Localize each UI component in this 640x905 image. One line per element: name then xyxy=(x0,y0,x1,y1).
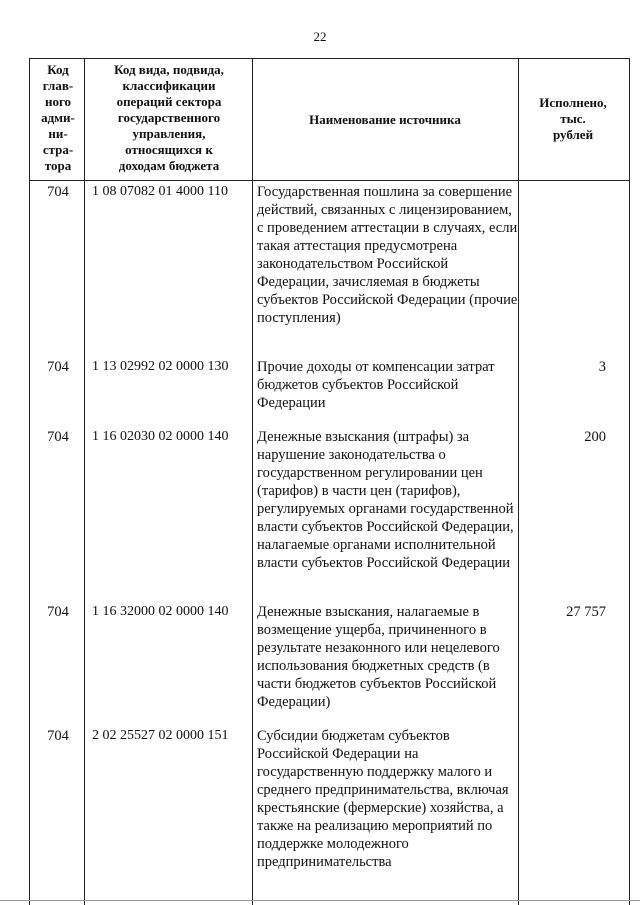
admin-code-cell: 704 xyxy=(47,604,69,620)
admin-code-cell: 704 xyxy=(47,429,69,445)
admin-code-cell: 704 xyxy=(47,359,69,375)
source-name-cell: Денежные взыскания, налагаемые в возмещение ущерба, причиненного в результате незаконного или нецелевого использования бюджетных средств (в части бюджетов субъектов Российской Федерации) xyxy=(257,604,500,710)
page-bottom-edge xyxy=(0,900,640,901)
executed-amount-cell: 200 xyxy=(584,429,606,445)
revenue-code-cell: 1 16 02030 02 0000 140 xyxy=(92,429,229,444)
source-name-cell: Государственная пошлина за совершение действий, связанных с лицензированием, с проведением аттестации в случаях, если такая аттестация предусмотрена законодательством Российской Федерации, зачисляемая в бюджеты субъектов Российской Федерации (прочие поступления) xyxy=(257,184,518,326)
header-admin-code: Код глав- ного адми- ни- стра- тора xyxy=(41,62,75,173)
executed-amount-cell: 27 757 xyxy=(566,604,606,620)
table-right-border xyxy=(629,58,630,905)
admin-code-cell: 704 xyxy=(47,184,69,200)
revenue-code-cell: 1 16 32000 02 0000 140 xyxy=(92,604,229,619)
source-name-cell: Субсидии бюджетам субъектов Российской Федерации на государственную поддержку малого и среднего предпринимательства, включая крестьянские (фермерские) хозяйства, а также на реализацию мероприятий по поддержке молодежного предпринимательства xyxy=(257,728,509,870)
table-left-border xyxy=(29,58,30,905)
admin-code-cell: 704 xyxy=(47,728,69,744)
source-name-cell: Прочие доходы от компенсации затрат бюджетов субъектов Российской Федерации xyxy=(257,359,495,411)
table-top-border xyxy=(29,58,630,59)
column-divider-1 xyxy=(84,58,85,905)
page-number: 22 xyxy=(313,29,327,44)
revenue-code-cell: 1 08 07082 01 4000 110 xyxy=(92,184,228,199)
header-revenue-classification-code: Код вида, подвида, классификации операций сектора государственного управления, относящихся к доходам бюджета xyxy=(114,62,224,173)
table-header-bottom-border xyxy=(29,180,630,181)
header-source-name: Наименование источника xyxy=(309,112,461,127)
executed-amount-cell: 3 xyxy=(598,359,606,375)
header-executed-amount: Исполнено, тыс. рублей xyxy=(539,95,607,142)
source-name-cell: Денежные взыскания (штрафы) за нарушение законодательства о государственном регулировании цен (тарифов) в части цен (тарифов), регулируемых органами государственной власти субъектов Российской Федерации, налагаемые органами исполнительной власти субъектов Российской Федерации xyxy=(257,429,514,571)
column-divider-2 xyxy=(252,58,253,905)
revenue-code-cell: 2 02 25527 02 0000 151 xyxy=(92,728,229,743)
revenue-code-cell: 1 13 02992 02 0000 130 xyxy=(92,359,229,374)
